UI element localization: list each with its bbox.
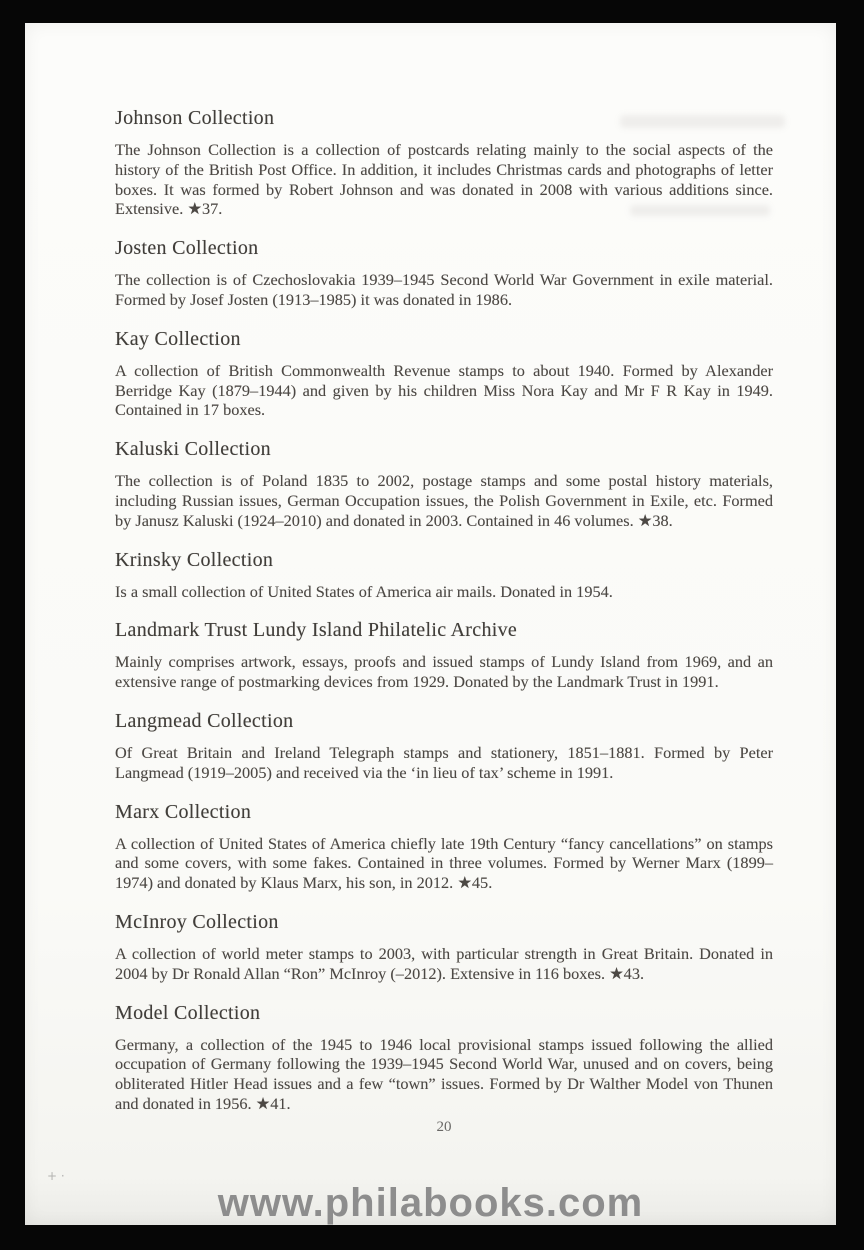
collection-section [115,710,773,783]
collection-section [115,438,773,530]
section-body: Mainly comprises artwork, essays, proofs and issued stamps of Lundy Island from 1969, and an extensive range of postmarking devices from 1929. Donated by the Landmark Trust in 1991. [115,652,773,692]
section-title: Johnson Collection [115,107,275,129]
section-body: A collection of British Commonwealth Revenue stamps to about 1940. Formed by Alexander Berridge Kay (1879–1944) and given by his children Miss Nora Kay and Mr F R Kay in 1949. Contained in 17 boxes. [115,360,773,420]
section-title: Marx Collection [115,800,252,823]
section-title: Kay Collection [115,327,241,350]
section-body: A collection of United States of America chiefly late 19th Century “fancy cancellations” on stamps and some covers, with some fakes. Contained in three volumes. Formed by Werner Marx (1899–1974) and donated by Klaus Marx, his son, in 2012. ★45. [115,833,773,893]
section-title: Krinsky Collection [115,548,274,571]
section-body: Germany, a collection of the 1945 to 1946 local provisional stamps issued following the allied occupation of Germany following the 1939–1945 Second World War, unused and on covers, being obliterated Hitler Head issues and a few “town” issues. Formed by Dr Walther Model von Thunen and donated in 1956. ★41. [115,1034,773,1113]
sections [115,107,773,1114]
section-body: The collection is of Poland 1835 to 2002, postage stamps and some postal history materials, including Russian issues, German Occupation issues, the Polish Government in Exile, etc. Formed by Janusz Kaluski (1924–2010) and donated in 2003. Contained in 46 volumes. ★38. [115,471,773,530]
scanned-page [25,23,836,1225]
collection-section [115,549,773,602]
section-body: The collection is of Czechoslovakia 1939–1945 Second World War Government in exile material. Formed by Josef Josten (1913–1985) it was donated in 1986. [115,270,773,309]
collection-section [115,1002,773,1114]
section-title: McInroy Collection [115,910,279,933]
section-body: A collection of world meter stamps to 2003, with particular strength in Great Britain. Donated in 2004 by Dr Ronald Allan “Ron” McInroy (–2012). Extensive in 116 boxes. ★43. [115,943,773,983]
collection-section [115,801,773,893]
collection-section [115,619,773,692]
collection-section [115,237,773,310]
collection-section [115,107,773,219]
section-title: Kaluski Collection [115,438,271,461]
section-title: Langmead Collection [115,709,294,732]
section-title: Model Collection [115,1001,261,1024]
section-title: Landmark Trust Lundy Island Philatelic Archive [115,619,518,642]
section-body: Of Great Britain and Ireland Telegraph stamps and stationery, 1851–1881. Formed by Peter Langmead (1919–2005) and received via the ‘in lieu of tax’ scheme in 1991. [115,742,773,782]
scan-artifact: + · [47,1169,65,1183]
collection-section [115,911,773,984]
section-body: The Johnson Collection is a collection of postcards relating mainly to the social aspects of the history of the British Post Office. In addition, it includes Christmas cards and photographs of letter boxes. It was formed by Robert Johnson and was donated in 2008 with various additions since. Extensive. ★37. [115,140,773,219]
page-number: 20 [436,1119,452,1135]
watermark: www.philabooks.com [217,1181,644,1225]
section-title: Josten Collection [115,237,259,260]
collection-section [115,328,773,420]
section-body: Is a small collection of United States of America air mails. Donated in 1954. [115,581,613,601]
